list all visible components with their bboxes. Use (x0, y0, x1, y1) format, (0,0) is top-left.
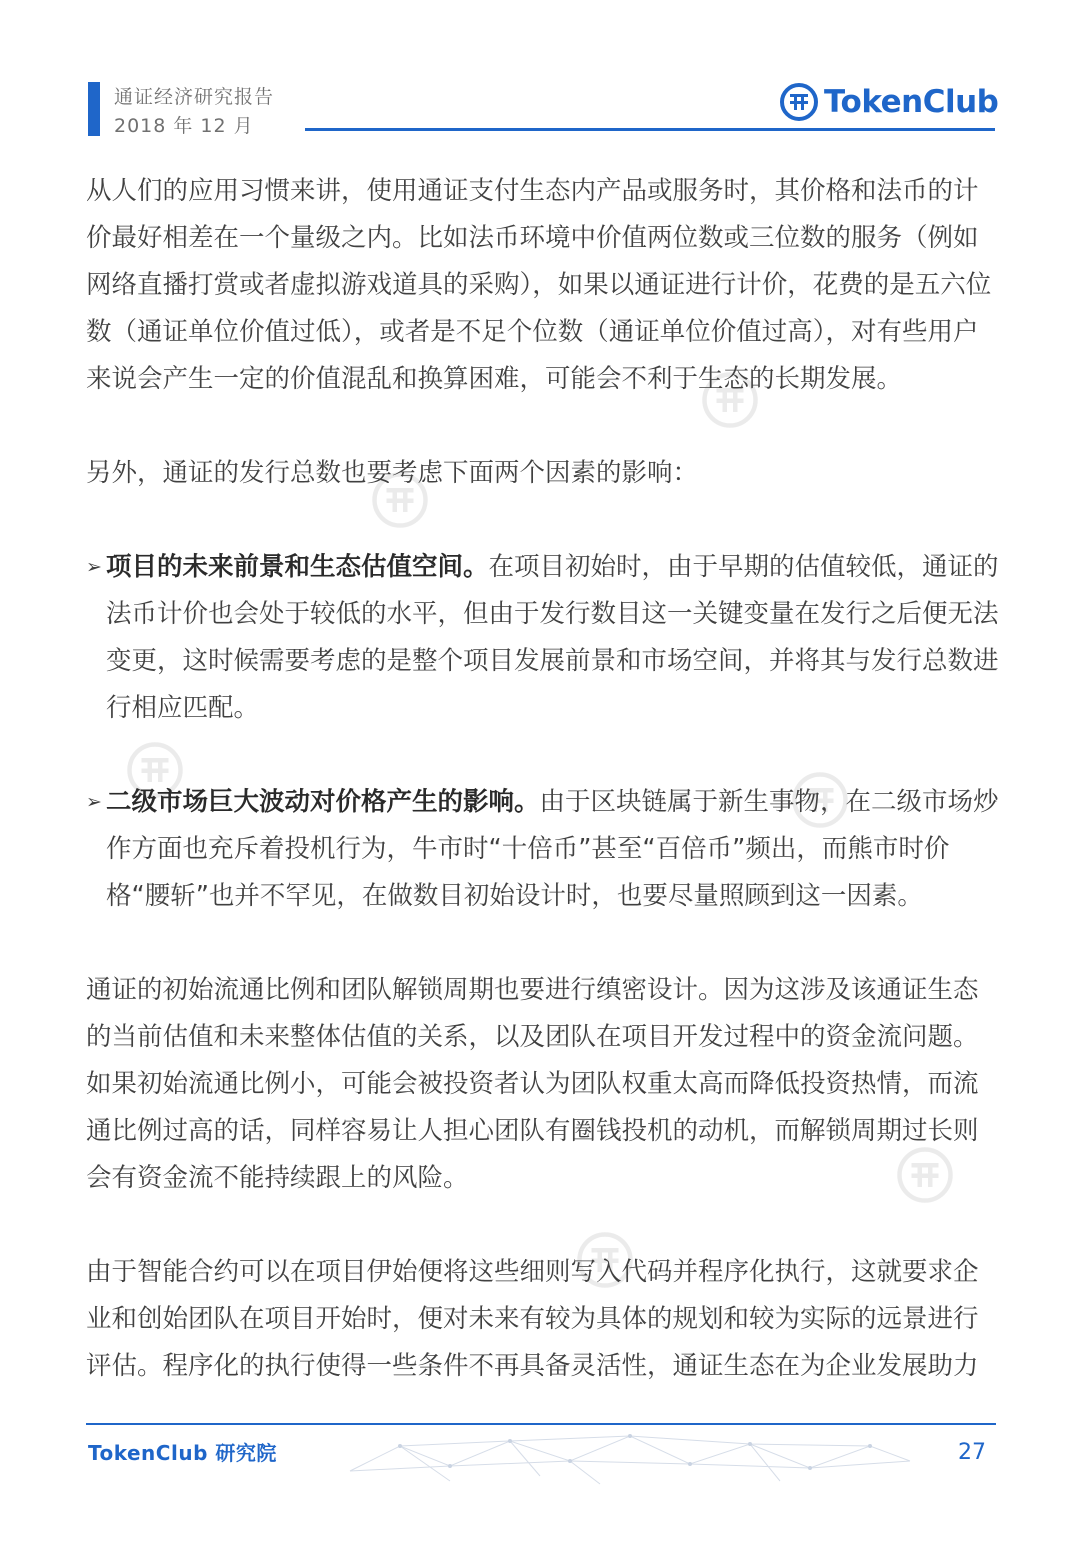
page-number: 27 (958, 1440, 986, 1465)
bullet-arrow-icon: ➢ (86, 791, 102, 813)
bullet-item (86, 544, 1001, 732)
document-body (86, 168, 1001, 1390)
bullet-item (86, 779, 1001, 920)
bullet-text (106, 544, 1001, 732)
footer-divider (86, 1423, 996, 1425)
report-title: 通证经济研究报告 (114, 86, 275, 108)
footer-organization: TokenClub 研究院 (88, 1441, 277, 1465)
bullet-description: 在项目初始时，由于早期的估值较低，通证的法币计价也会处于较低的水平，但由于发行数目这一关键变量在发行之后便无法变更，这时候需要考虑的是整个项目发展前景和市场空间，并将其与发行总数进行相应匹配。 (106, 552, 999, 723)
bullet-arrow-icon: ➢ (86, 556, 102, 578)
bullet-heading: 二级市场巨大波动对价格产生的影响。 (106, 787, 540, 817)
paragraph: 由于智能合约可以在项目伊始便将这些细则写入代码并程序化执行，这就要求企业和创始团队在项目开始时，便对未来有较为具体的规划和较为实际的远景进行评估。程序化的执行使得一些条件不再具备灵活性，通证生态在为企业发展助力 (86, 1257, 979, 1381)
bullet-description: 由于区块链属于新生事物，在二级市场炒作方面也充斥着投机行为，牛市时“十倍币”甚至“百倍币”频出，而熊市时价格“腰斩”也并不罕见，在做数目初始设计时，也要尽量照顾到这一因素。 (106, 787, 999, 911)
bullet-heading: 项目的未来前景和生态估值空间。 (106, 552, 489, 582)
tokenclub-logo-icon (779, 82, 819, 122)
paragraph: 通证的初始流通比例和团队解锁周期也要进行缜密设计。因为这涉及该通证生态的当前估值和未来整体估值的关系，以及团队在项目开发过程中的资金流问题。如果初始流通比例小，可能会被投资者认为团队权重太高而降低投资热情，而流通比例过高的话，同样容易让人担心团队有圈钱投机的动机，而解锁周期过长则会有资金流不能持续跟上的风险。 (86, 975, 979, 1193)
paragraph: 另外，通证的发行总数也要考虑下面两个因素的影响： (86, 458, 699, 488)
header-accent-bar (88, 82, 100, 136)
tokenclub-logo (779, 82, 998, 122)
header-divider (305, 128, 995, 131)
logo-wordmark: TokenClub (824, 84, 999, 120)
paragraph: 从人们的应用习惯来讲，使用通证支付生态内产品或服务时，其价格和法币的计价最好相差在一个量级之内。比如法币环境中价值两位数或三位数的服务（例如网络直播打赏或者虚拟游戏道具的采购），如果以通证进行计价，花费的是五六位数（通证单位价值过低），或者是不足个位数（通证单位价值过高），对有些用户来说会产生一定的价值混乱和换算困难，可能会不利于生态的长期发展。 (86, 176, 992, 394)
report-date: 2018 年 12 月 (114, 115, 254, 137)
footer-network-decoration (340, 1426, 920, 1486)
bullet-text (106, 779, 1001, 920)
